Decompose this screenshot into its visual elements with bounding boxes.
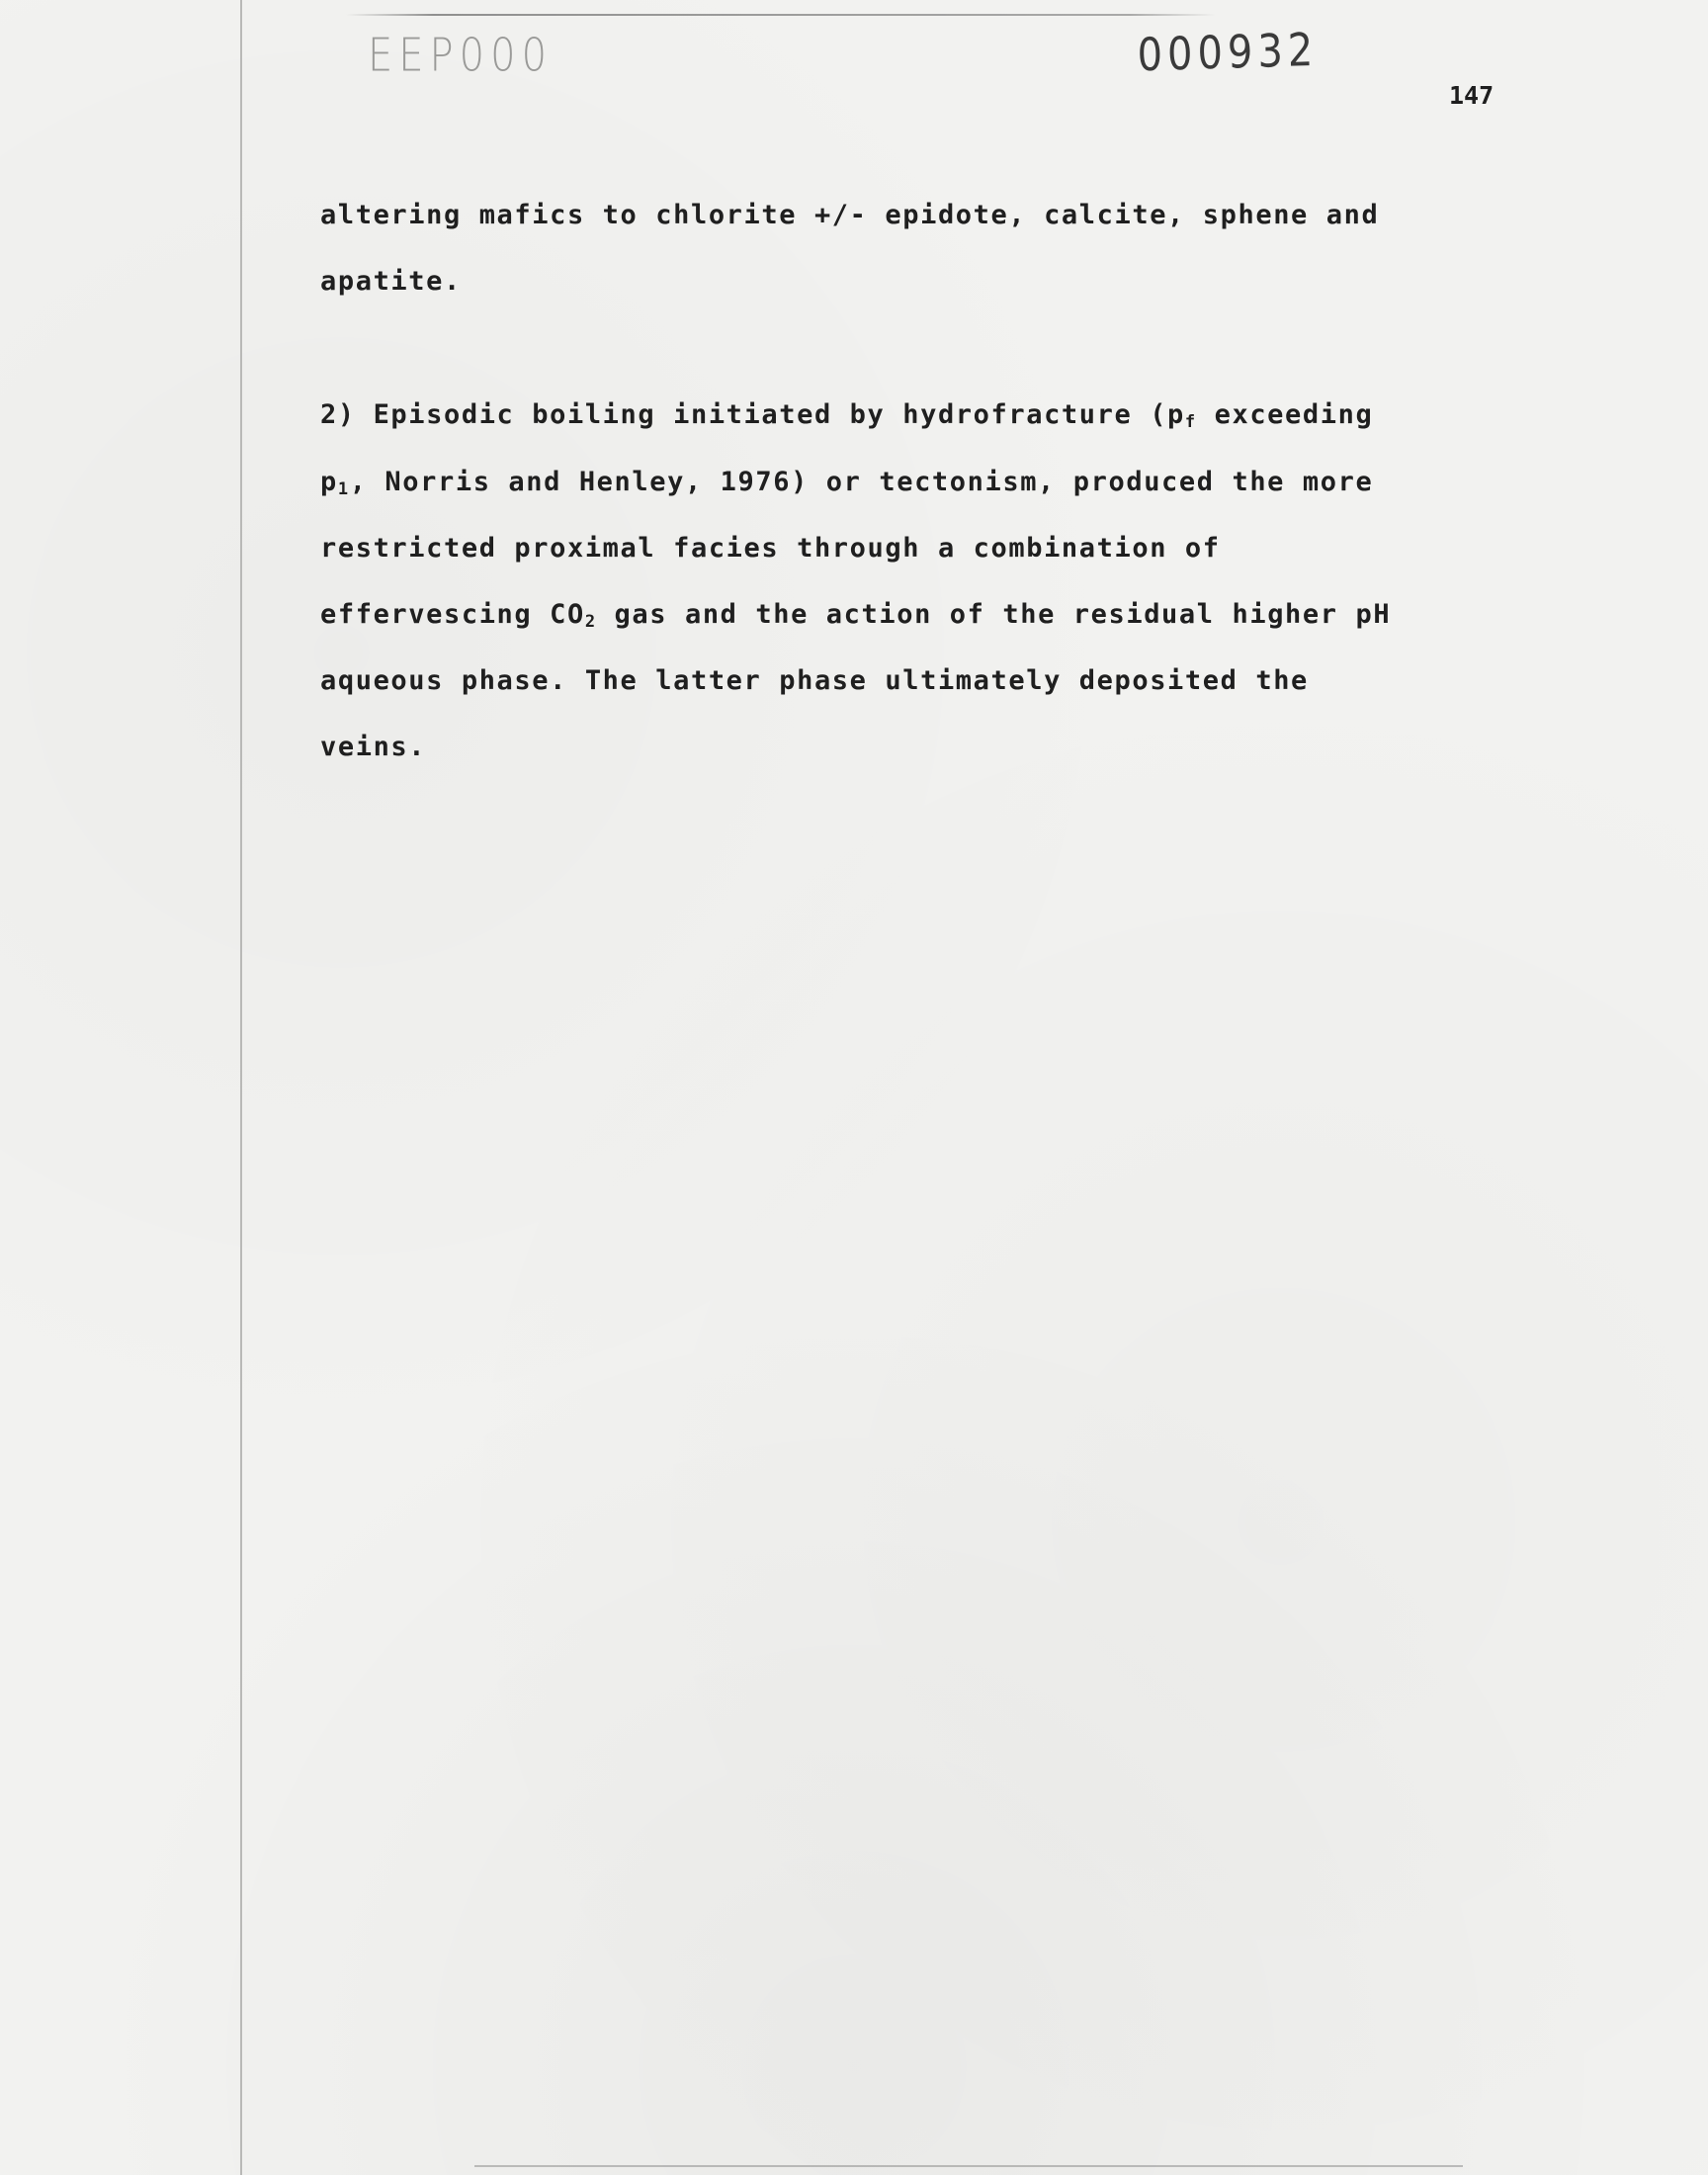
- subscript: 1: [337, 479, 350, 499]
- bottom-edge-rule: [474, 2165, 1463, 2167]
- text-segment: 2) Episodic boiling initiated by hydrofracture (p: [320, 399, 1185, 430]
- paragraph-2-line-2: [320, 467, 1373, 499]
- document-stamp-number: 000932: [1137, 24, 1319, 82]
- paragraph-2-line-4: [320, 599, 1391, 632]
- subscript: 2: [584, 612, 597, 632]
- document-stamp-prefix: EEP000: [368, 30, 554, 82]
- text-segment: p: [320, 467, 338, 497]
- left-margin-rule: [240, 0, 242, 2175]
- subscript: f: [1184, 412, 1197, 432]
- text-segment: , Norris and Henley, 1976) or tectonism, produced the more: [349, 467, 1374, 497]
- paragraph-2-line-5: aqueous phase. The latter phase ultimately deposited the: [320, 665, 1309, 696]
- page-number: 147: [1449, 81, 1494, 110]
- text-segment: exceeding: [1196, 399, 1374, 430]
- paragraph-2-line-6: veins.: [320, 732, 427, 762]
- paragraph-1-line-1: altering mafics to chlorite +/- epidote, calcite, sphene and: [320, 200, 1380, 230]
- paragraph-1-line-2: apatite.: [320, 266, 462, 297]
- top-edge-rule: [346, 14, 1216, 16]
- text-segment: gas and the action of the residual higher pH: [596, 599, 1392, 630]
- paragraph-2-line-3: restricted proximal facies through a combination of: [320, 533, 1221, 564]
- paragraph-2-line-1: [320, 399, 1373, 432]
- text-segment: effervescing CO: [320, 599, 585, 630]
